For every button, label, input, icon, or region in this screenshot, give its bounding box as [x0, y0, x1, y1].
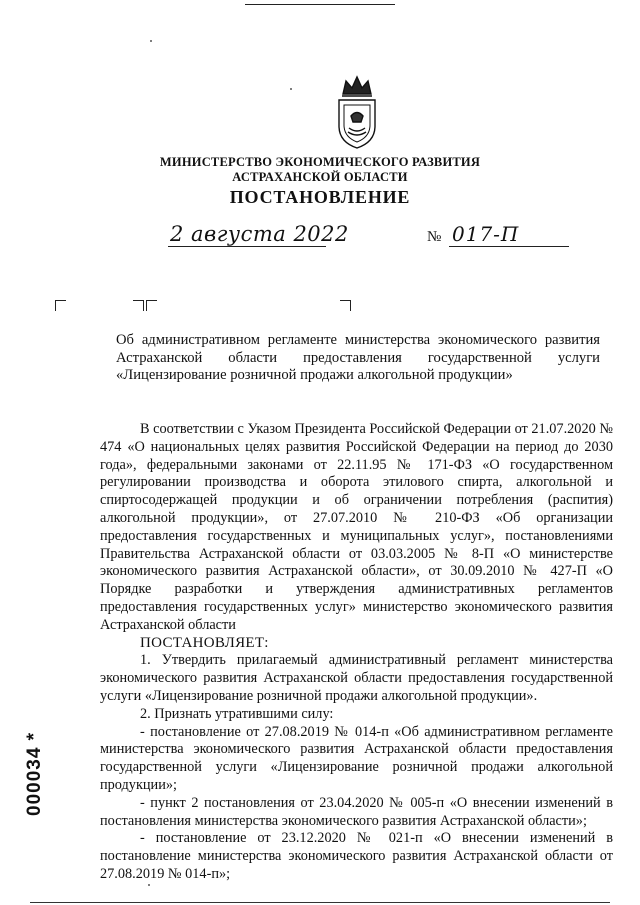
bottom-rule [30, 902, 610, 903]
handwritten-number: 017-П [452, 222, 520, 246]
number-label: № [427, 229, 442, 245]
item-1: 1. Утвердить прилагаемый административный регламент министерства экономического развития Астраханской области предоставления государственной услуги «Лицензирование розничной продажи алкогольной продукции». [100, 652, 613, 704]
scan-speck [150, 40, 152, 42]
serial-stamp [16, 716, 56, 816]
serial-stamp-text: 000034 * [24, 731, 45, 816]
ministry-name-line1: МИНИСТЕРСТВО ЭКОНОМИЧЕСКОГО РАЗВИТИЯ [159, 155, 481, 169]
document-body [100, 421, 613, 884]
corner-mark-mid-right [146, 300, 157, 311]
corner-mark-mid-left [133, 300, 144, 311]
corner-mark-left [55, 300, 66, 311]
item-2-b: - пункт 2 постановления от 23.04.2020 № 005-п «О внесении изменений в постановления министерства экономического развития Астраханской области»; [100, 794, 613, 829]
corner-mark-right [340, 300, 351, 311]
item-2-a: - постановление от 27.08.2019 № 014-п «Об административном регламенте министерства экономического развития Астраханской области предоставления государственной услуги «Лицензирование розничной продажи алкогольной продукции»; [100, 723, 613, 793]
number-underline [449, 246, 569, 247]
preamble-paragraph: В соответствии с Указом Президента Российской Федерации от 21.07.2020 № 474 «О национальных целях развития Российской Федерации на период до 2030 года», федеральными законами от 22.11.95 № 171-ФЗ «О государственном регулировании производства и оборота этилового спирта, алкогольной и спиртосодержащей продукции и об ограничении потребления (распития) алкогольной продукции», от 27.07.2010 № 210-ФЗ «Об организации предоставления государственных и муниципальных услуг», постановлениями Правительства Астраханской области от 03.03.2005 № 8-П «О министерстве экономического развития Астраханской области», от 30.09.2010 № 427-П «О Порядке разработки и утверждения административных регламентов предоставления государственных услуг» министерство экономического развития Астраханской области [100, 421, 613, 633]
scan-speck [290, 88, 292, 90]
scan-speck [148, 884, 150, 886]
document-title: ПОСТАНОВЛЕНИЕ [229, 187, 411, 207]
date-underline [168, 246, 326, 247]
handwritten-date: 2 августа 2022 [170, 222, 349, 246]
ministry-name-line2: АСТРАХАНСКОЙ ОБЛАСТИ [232, 170, 408, 184]
item-2-c: - постановление от 23.12.2020 № 021-п «О внесении изменений в постановление министерства экономического развития Астраханской области от 27.08.2019 № 014-п»; [100, 830, 613, 882]
top-rule [245, 4, 395, 5]
document-subject: Об административном регламенте министерства экономического развития Астраханской области предоставления государственной услуги «Лицензирование розничной продажи алкогольной продукции» [116, 332, 600, 383]
decree-word: ПОСТАНОВЛЯЕТ: [140, 634, 269, 651]
astrakhan-coat-of-arms-icon [330, 72, 384, 152]
item-2-heading: 2. Признать утратившими силу: [140, 705, 334, 722]
